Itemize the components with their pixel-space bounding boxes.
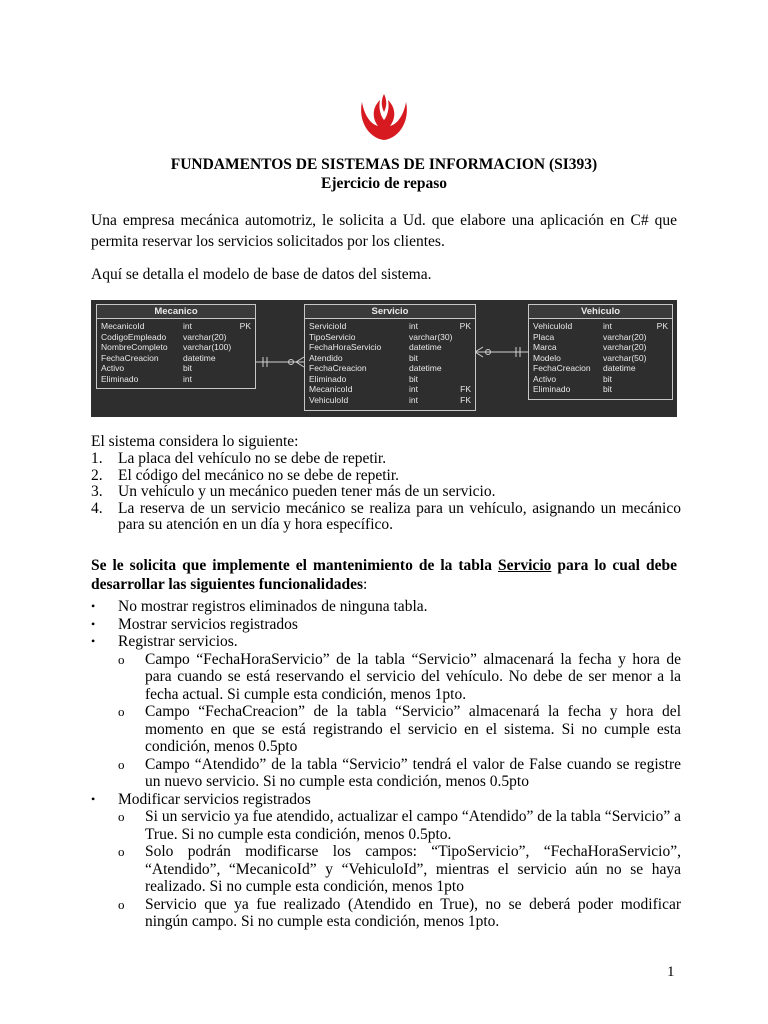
- entity-field: Eliminado bit: [309, 373, 418, 384]
- document-subtitle: Ejercicio de repaso: [321, 175, 447, 192]
- entity-field: FechaCreacion datetime: [533, 363, 636, 373]
- entity-servicio: [304, 304, 476, 411]
- document-title: FUNDAMENTOS DE SISTEMAS DE INFORMACION (SI393): [170, 156, 598, 173]
- list-item: 1. La placa del vehículo no se debe de repetir.: [91, 450, 387, 467]
- entity-field: MecanicoId int PK: [101, 321, 251, 331]
- entity-vehiculo: [528, 304, 673, 400]
- entity-field: FechaCreacion datetime: [309, 363, 442, 373]
- entity-field: Modelo varchar(50): [533, 352, 647, 363]
- entity-field: ServicioId int PK: [309, 321, 471, 331]
- sub-list-item: o Campo “Atendido” de la tabla “Servicio” tendrá el valor de False cuando se registre un nuevo servicio. Si no cumple esta condición, menos 0.5pto: [118, 755, 681, 790]
- model-paragraph: Aquí se detalla el modelo de base de datos del sistema.: [91, 266, 432, 283]
- entity-field: CodigoEmpleado varchar(20): [101, 331, 227, 342]
- entity-field: Marca varchar(20): [533, 342, 647, 352]
- entity-title: Vehiculo: [529, 305, 672, 319]
- page-number: 1: [667, 964, 675, 980]
- considerations-intro: El sistema considera lo siguiente:: [91, 433, 299, 450]
- list-item: 3. Un vehículo y un mecánico pueden tener más de un servicio.: [91, 483, 496, 500]
- sub-list-item: o Campo “FechaHoraServicio” de la tabla “Servicio” almacenará la fecha y hora de para cuando se está reservando el servicio del vehículo. No debe de ser menor a la fecha actual. Si cumple esta condición, menos 1pto.: [118, 650, 681, 703]
- requirement-paragraph: Se le solicita que implemente el mantenimiento de la tabla Servicio para lo cual debe desarrollar las siguientes funcionalidades:: [91, 557, 677, 593]
- list-item: 4. La reserva de un servicio mecánico se realiza para un vehículo, asignando un mecánico para su atención en un día y hora específico.: [91, 499, 681, 533]
- entity-field: VehiculoId int FK: [309, 394, 471, 405]
- considerations-list: [91, 451, 681, 534]
- entity-field: Activo bit: [533, 373, 612, 384]
- entity-title: Servicio: [305, 305, 475, 319]
- entity-field: NombreCompleto varchar(100): [101, 342, 232, 352]
- entity-field: MecanicoId int FK: [309, 384, 471, 394]
- list-item: 2. El código del mecánico no se debe de repetir.: [91, 466, 400, 484]
- er-diagram: [91, 300, 677, 417]
- entity-field: Eliminado bit: [533, 384, 612, 394]
- entity-field: Eliminado int: [101, 373, 192, 384]
- entity-field: FechaHoraServicio datetime: [309, 342, 442, 352]
- university-logo-icon: [356, 92, 412, 142]
- entity-field: Placa varchar(20): [533, 331, 647, 342]
- intro-paragraph: Una empresa mecánica automotriz, le solicita a Ud. que elabore una aplicación en C# que permita reservar los servicios solicitados por los clientes.: [91, 212, 677, 250]
- sub-list-item: o Servicio que ya fue realizado (Atendido en True), no se deberá poder modificar ningún campo. Si no cumple esta condición, menos 1pto.: [118, 895, 681, 930]
- list-item: • Registrar servicios.: [91, 633, 238, 650]
- sub-list-item: o Campo “FechaCreacion” de la tabla “Servicio” almacenará la fecha y hora del momento en que se está registrando el servicio en el sistema. Si no cumple esta condición, menos 0.5pto: [118, 703, 681, 755]
- entity-field: Atendido bit: [309, 352, 418, 363]
- entity-mecanico: [96, 304, 256, 389]
- servicio-underlined: Servicio: [498, 557, 552, 574]
- functionality-list: [91, 598, 681, 931]
- entity-field: FechaCreacion datetime: [101, 352, 216, 363]
- entity-title: Mecanico: [97, 305, 255, 319]
- sub-list-item: o Solo podrán modificarse los campos: “TipoServicio”, “FechaHoraServicio”, “Atendido”, “MecanicoId” y “VehiculoId”, mientras el servicio aún no se haya realizado. Si no cumple esta condición, menos 1pto: [118, 843, 681, 895]
- entity-field: VehiculoId int PK: [533, 321, 668, 331]
- list-item: • Mostrar servicios registrados: [91, 615, 298, 633]
- entity-field: Activo bit: [101, 363, 192, 373]
- sub-list-item: o Si un servicio ya fue atendido, actualizar el campo “Atendido” de la tabla “Servicio” a True. Si no cumple esta condición, menos 0.5pto.: [118, 808, 681, 843]
- list-item: • Modificar servicios registrados: [91, 790, 311, 808]
- entity-field: TipoServicio varchar(30): [309, 331, 453, 342]
- list-item: • No mostrar registros eliminados de ninguna tabla.: [91, 598, 428, 615]
